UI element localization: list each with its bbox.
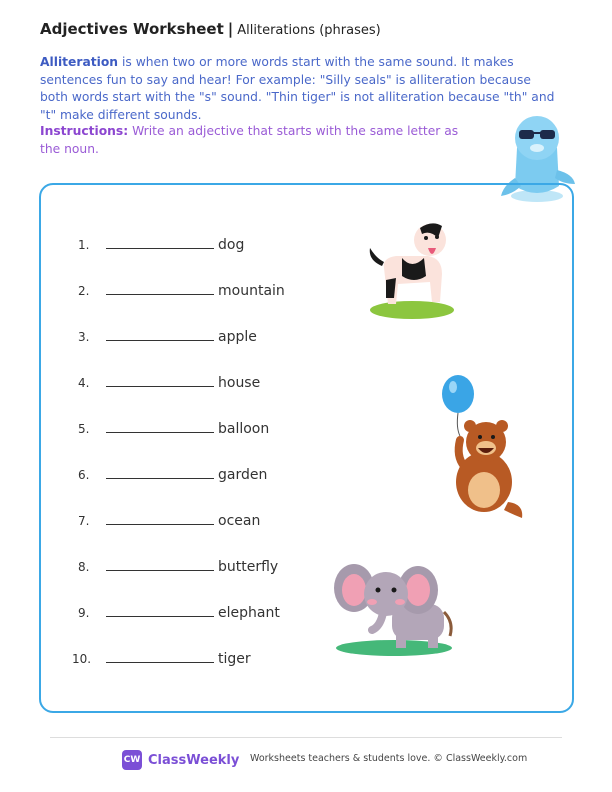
definition-text: is when two or more words start with the same sound. It makes sentences fun to say and hear! For example: "Silly seals" is alliteration because both words start with the "s" sound. "Thin tiger" is not alliteration because "th" and "t" make different sounds.	[40, 55, 555, 122]
exercise-item	[78, 604, 280, 624]
exercise-item	[78, 282, 285, 302]
answer-blank[interactable]	[106, 420, 214, 433]
exercise-item	[72, 650, 251, 670]
item-number: 8.	[78, 560, 90, 574]
item-number: 6.	[78, 468, 90, 482]
exercise-item	[78, 558, 278, 578]
item-number: 9.	[78, 606, 90, 620]
answer-blank[interactable]	[106, 512, 214, 525]
worksheet-title: Adjectives Worksheet	[40, 20, 224, 38]
item-number: 7.	[78, 514, 90, 528]
exercise-item	[78, 466, 267, 486]
item-noun: house	[218, 375, 261, 391]
dog-illustration	[362, 218, 458, 322]
item-number: 3.	[78, 330, 90, 344]
item-number: 4.	[78, 376, 90, 390]
worksheet-header	[40, 20, 381, 38]
instructions	[40, 122, 460, 158]
worksheet-subtitle: Alliterations (phrases)	[237, 23, 381, 38]
answer-blank[interactable]	[106, 650, 214, 663]
item-noun: mountain	[218, 283, 285, 299]
exercise-item	[78, 236, 244, 256]
item-number: 5.	[78, 422, 90, 436]
instructions-label: Instructions:	[40, 124, 129, 138]
alliteration-definition	[40, 54, 560, 124]
item-number: 2.	[78, 284, 90, 298]
item-noun: garden	[218, 467, 268, 483]
item-noun: elephant	[218, 605, 280, 621]
exercise-item	[78, 328, 257, 348]
answer-blank[interactable]	[106, 558, 214, 571]
footer-logo	[122, 750, 239, 770]
classweekly-logo-text: ClassWeekly	[148, 752, 240, 768]
item-noun: ocean	[218, 513, 261, 529]
footer-divider	[50, 737, 562, 738]
item-number: 1.	[78, 238, 90, 252]
answer-blank[interactable]	[106, 604, 214, 617]
answer-blank[interactable]	[106, 236, 214, 249]
item-noun: balloon	[218, 421, 270, 437]
item-noun: tiger	[218, 651, 251, 667]
exercise-item	[78, 374, 260, 394]
item-noun: dog	[218, 237, 245, 253]
exercise-item	[78, 512, 260, 532]
instructions-text: Write an adjective that starts with the same letter as the noun.	[40, 124, 459, 156]
answer-blank[interactable]	[106, 466, 214, 479]
definition-term: Alliteration	[40, 55, 119, 69]
item-number: 10.	[72, 652, 92, 666]
answer-blank[interactable]	[106, 374, 214, 387]
answer-blank[interactable]	[106, 328, 214, 341]
item-noun: butterfly	[218, 559, 279, 575]
bear-balloon-illustration	[438, 374, 528, 522]
classweekly-logo-icon: CW	[122, 750, 142, 770]
header-separator: |	[227, 20, 234, 38]
elephant-illustration	[332, 560, 458, 660]
footer-tagline: Worksheets teachers & students love. © ClassWeekly.com	[250, 753, 528, 764]
exercise-item	[78, 420, 269, 440]
answer-blank[interactable]	[106, 282, 214, 295]
item-noun: apple	[218, 329, 257, 345]
